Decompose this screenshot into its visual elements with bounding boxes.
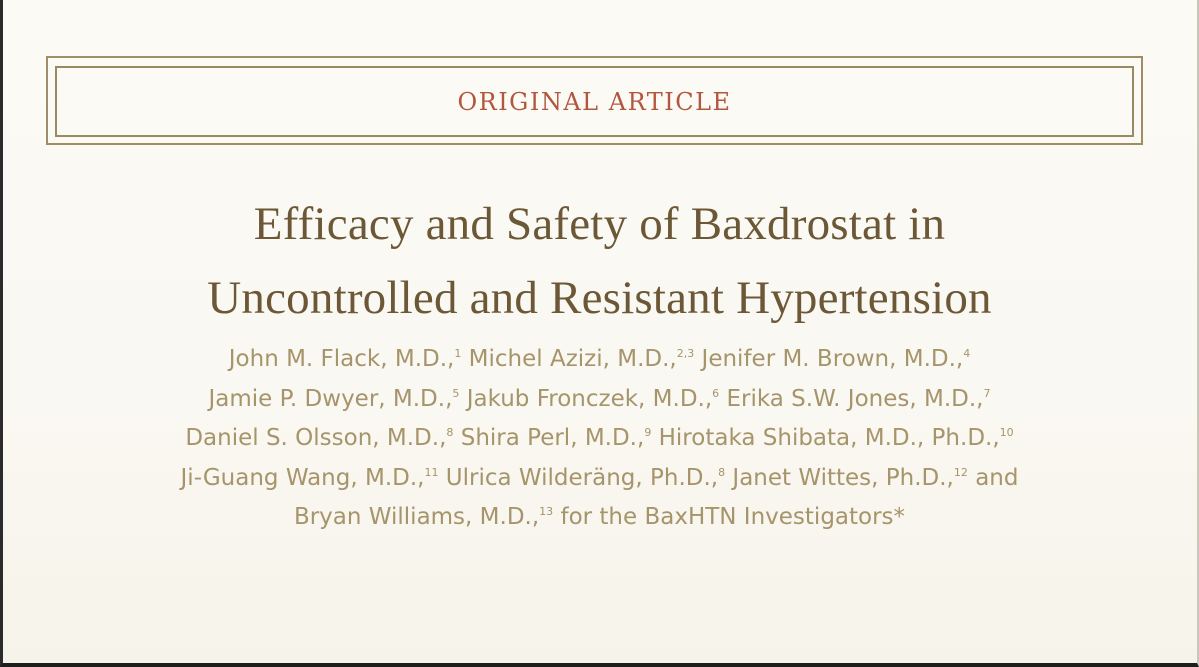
- affiliation-superscript: 6: [712, 386, 720, 400]
- author-line-3: [0, 419, 1199, 459]
- article-title: [0, 187, 1199, 335]
- author-name: Daniel S. Olsson, M.D.,: [185, 425, 447, 451]
- author-line-1: [0, 340, 1199, 380]
- affiliation-superscript: 5: [452, 386, 460, 400]
- author-name: Hirotaka Shibata, M.D., Ph.D.,: [658, 425, 1000, 451]
- author-name: Ji-Guang Wang, M.D.,: [180, 464, 425, 491]
- article-title-line-1: Efficacy and Safety of Baxdrostat in: [253, 198, 946, 250]
- author-list: [0, 340, 1199, 538]
- section-banner: ORIGINAL ARTICLE: [457, 87, 732, 116]
- author-line-4: [0, 459, 1199, 499]
- article-title-line-2: Uncontrolled and Resistant Hypertension: [207, 272, 992, 324]
- affiliation-superscript: 8: [718, 465, 726, 479]
- author-name: Jenifer M. Brown, M.D.,: [701, 346, 964, 372]
- affiliation-superscript: 11: [424, 465, 439, 479]
- author-name: Shira Perl, M.D.,: [460, 425, 645, 451]
- affiliation-superscript: 7: [983, 386, 991, 400]
- investigator-group: for the BaxHTN Investigators*: [560, 504, 906, 530]
- author-name: Ulrica Wilderäng, Ph.D.,: [445, 464, 719, 491]
- affiliation-superscript: 8: [446, 426, 454, 439]
- author-name: Bryan Williams, M.D.,: [293, 504, 540, 530]
- author-name: Michel Azizi, M.D.,: [468, 346, 677, 372]
- affiliation-superscript: 12: [953, 465, 968, 479]
- author-name: Jakub Fronczek, M.D.,: [466, 385, 713, 412]
- author-line-5: [0, 498, 1199, 538]
- affiliation-superscript: 9: [644, 426, 652, 439]
- author-name: Erika S.W. Jones, M.D.,: [726, 385, 984, 412]
- author-name: John M. Flack, M.D.,: [228, 346, 455, 372]
- author-name: Janet Wittes, Ph.D.,: [732, 464, 954, 491]
- affiliation-superscript: 10: [999, 426, 1014, 439]
- author-name: Jamie P. Dwyer, M.D.,: [208, 385, 453, 412]
- author-line-2: [0, 380, 1199, 420]
- affiliation-superscript: 4: [963, 347, 971, 360]
- affiliation-superscript: 13: [539, 505, 554, 518]
- conjunction: and: [975, 464, 1019, 491]
- affiliation-superscript: 2,3: [676, 347, 695, 360]
- affiliation-superscript: 1: [454, 347, 462, 360]
